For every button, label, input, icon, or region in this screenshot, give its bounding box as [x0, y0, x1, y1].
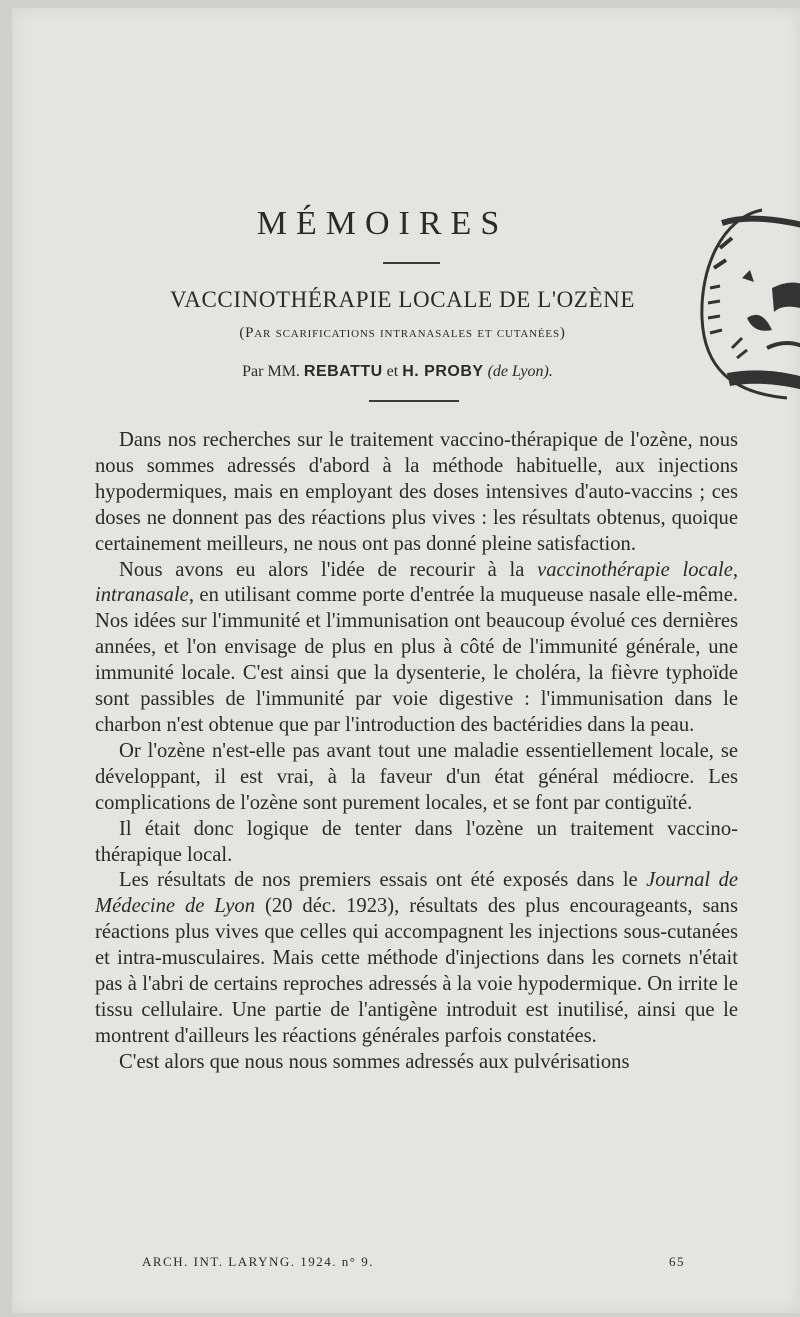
- page-number: 65: [669, 1254, 685, 1269]
- author-1: REBATTU: [303, 363, 383, 380]
- paragraph-2: [95, 558, 738, 739]
- p5-text-b: (20 déc. 1923), résultats des plus encourageants, sans réactions plus vives que celles qui accompagnent les injections sous-cutanées et intra-musculaires. Mais cette méthode d'injections dans les cornets n'était pas à l'abri de certains reproches adressés à la voie hypodermique. On irrite le tissu cellulaire. Une partie de l'antigène introduit est inutilisé, ainsi que le montrent d'ailleurs les réactions générales parfois constatées.: [95, 895, 738, 1047]
- byline-conj: et: [386, 363, 399, 380]
- paragraph-4: Il était donc logique de tenter dans l'ozène un traitement vaccino-thérapique local.: [95, 817, 738, 866]
- byline-origin: (de Lyon).: [487, 363, 553, 380]
- paragraph-5: [95, 868, 738, 1049]
- paragraph-6: C'est alors que nous nous sommes adressés aux pulvérisations: [119, 1050, 630, 1073]
- library-stamp-icon: [692, 208, 800, 408]
- journal-citation: ARCH. INT. LARYNG. 1924. n° 9.: [142, 1254, 374, 1269]
- p2-emphasis-2: intranasale: [95, 584, 189, 607]
- article-title: VACCINOTHÉRAPIE LOCALE DE L'OZÈNE: [170, 287, 635, 312]
- article-subtitle: (Par scarifications intranasales et cutanées): [239, 325, 566, 341]
- article-body: [95, 428, 738, 1076]
- p2-text-b: ,: [732, 558, 738, 581]
- author-2: H. PROBY: [402, 363, 484, 380]
- p2-text-c: , en utilisant comme porte d'entrée la muqueuse nasale elle-même. Nos idées sur l'immunité et l'immunisation ont beaucoup évolué ces dernières années, et l'on envisage de plus en plus à côté de l'immunité générale, une immunité locale. C'est ainsi que la dysenterie, le choléra, la fièvre typhoïde sont passibles de l'immunité par voie digestive : l'immunisation dans le charbon n'est obtenue que par l'introduction des bactéridies dans la peau.: [95, 584, 738, 736]
- byline-rule: [369, 400, 459, 402]
- paragraph-1: Dans nos recherches sur le traitement vaccino-thérapique de l'ozène, nous nous sommes adressés d'abord à la méthode habituelle, aux injections hypodermiques, mais en employant des doses intensives d'auto-vaccins ; ces doses ne donnent pas des réactions plus vives : les résultats obtenus, quoique certainement meilleurs, ne nous ont pas donné pleine satisfaction.: [95, 429, 738, 555]
- p2-emphasis-1: vaccinothérapie locale: [537, 558, 733, 581]
- byline: [120, 363, 675, 381]
- p5-text-a: Les résultats de nos premiers essais ont été exposés dans le: [119, 869, 647, 892]
- p5-journal-name: Journal de Médecine de Lyon: [95, 869, 739, 918]
- paragraph-3: Or l'ozène n'est-elle pas avant tout une maladie essentiellement locale, se développant, il est vrai, à la faveur d'un état général médiocre. Les complications de l'ozène sont purement locales, et se font par contiguïté.: [95, 739, 738, 814]
- heading-rule: [383, 262, 440, 264]
- section-heading: MÉMOIRES: [256, 205, 509, 242]
- p2-text-a: Nous avons eu alors l'idée de recourir à la: [119, 558, 538, 581]
- byline-prefix: Par MM.: [242, 363, 300, 380]
